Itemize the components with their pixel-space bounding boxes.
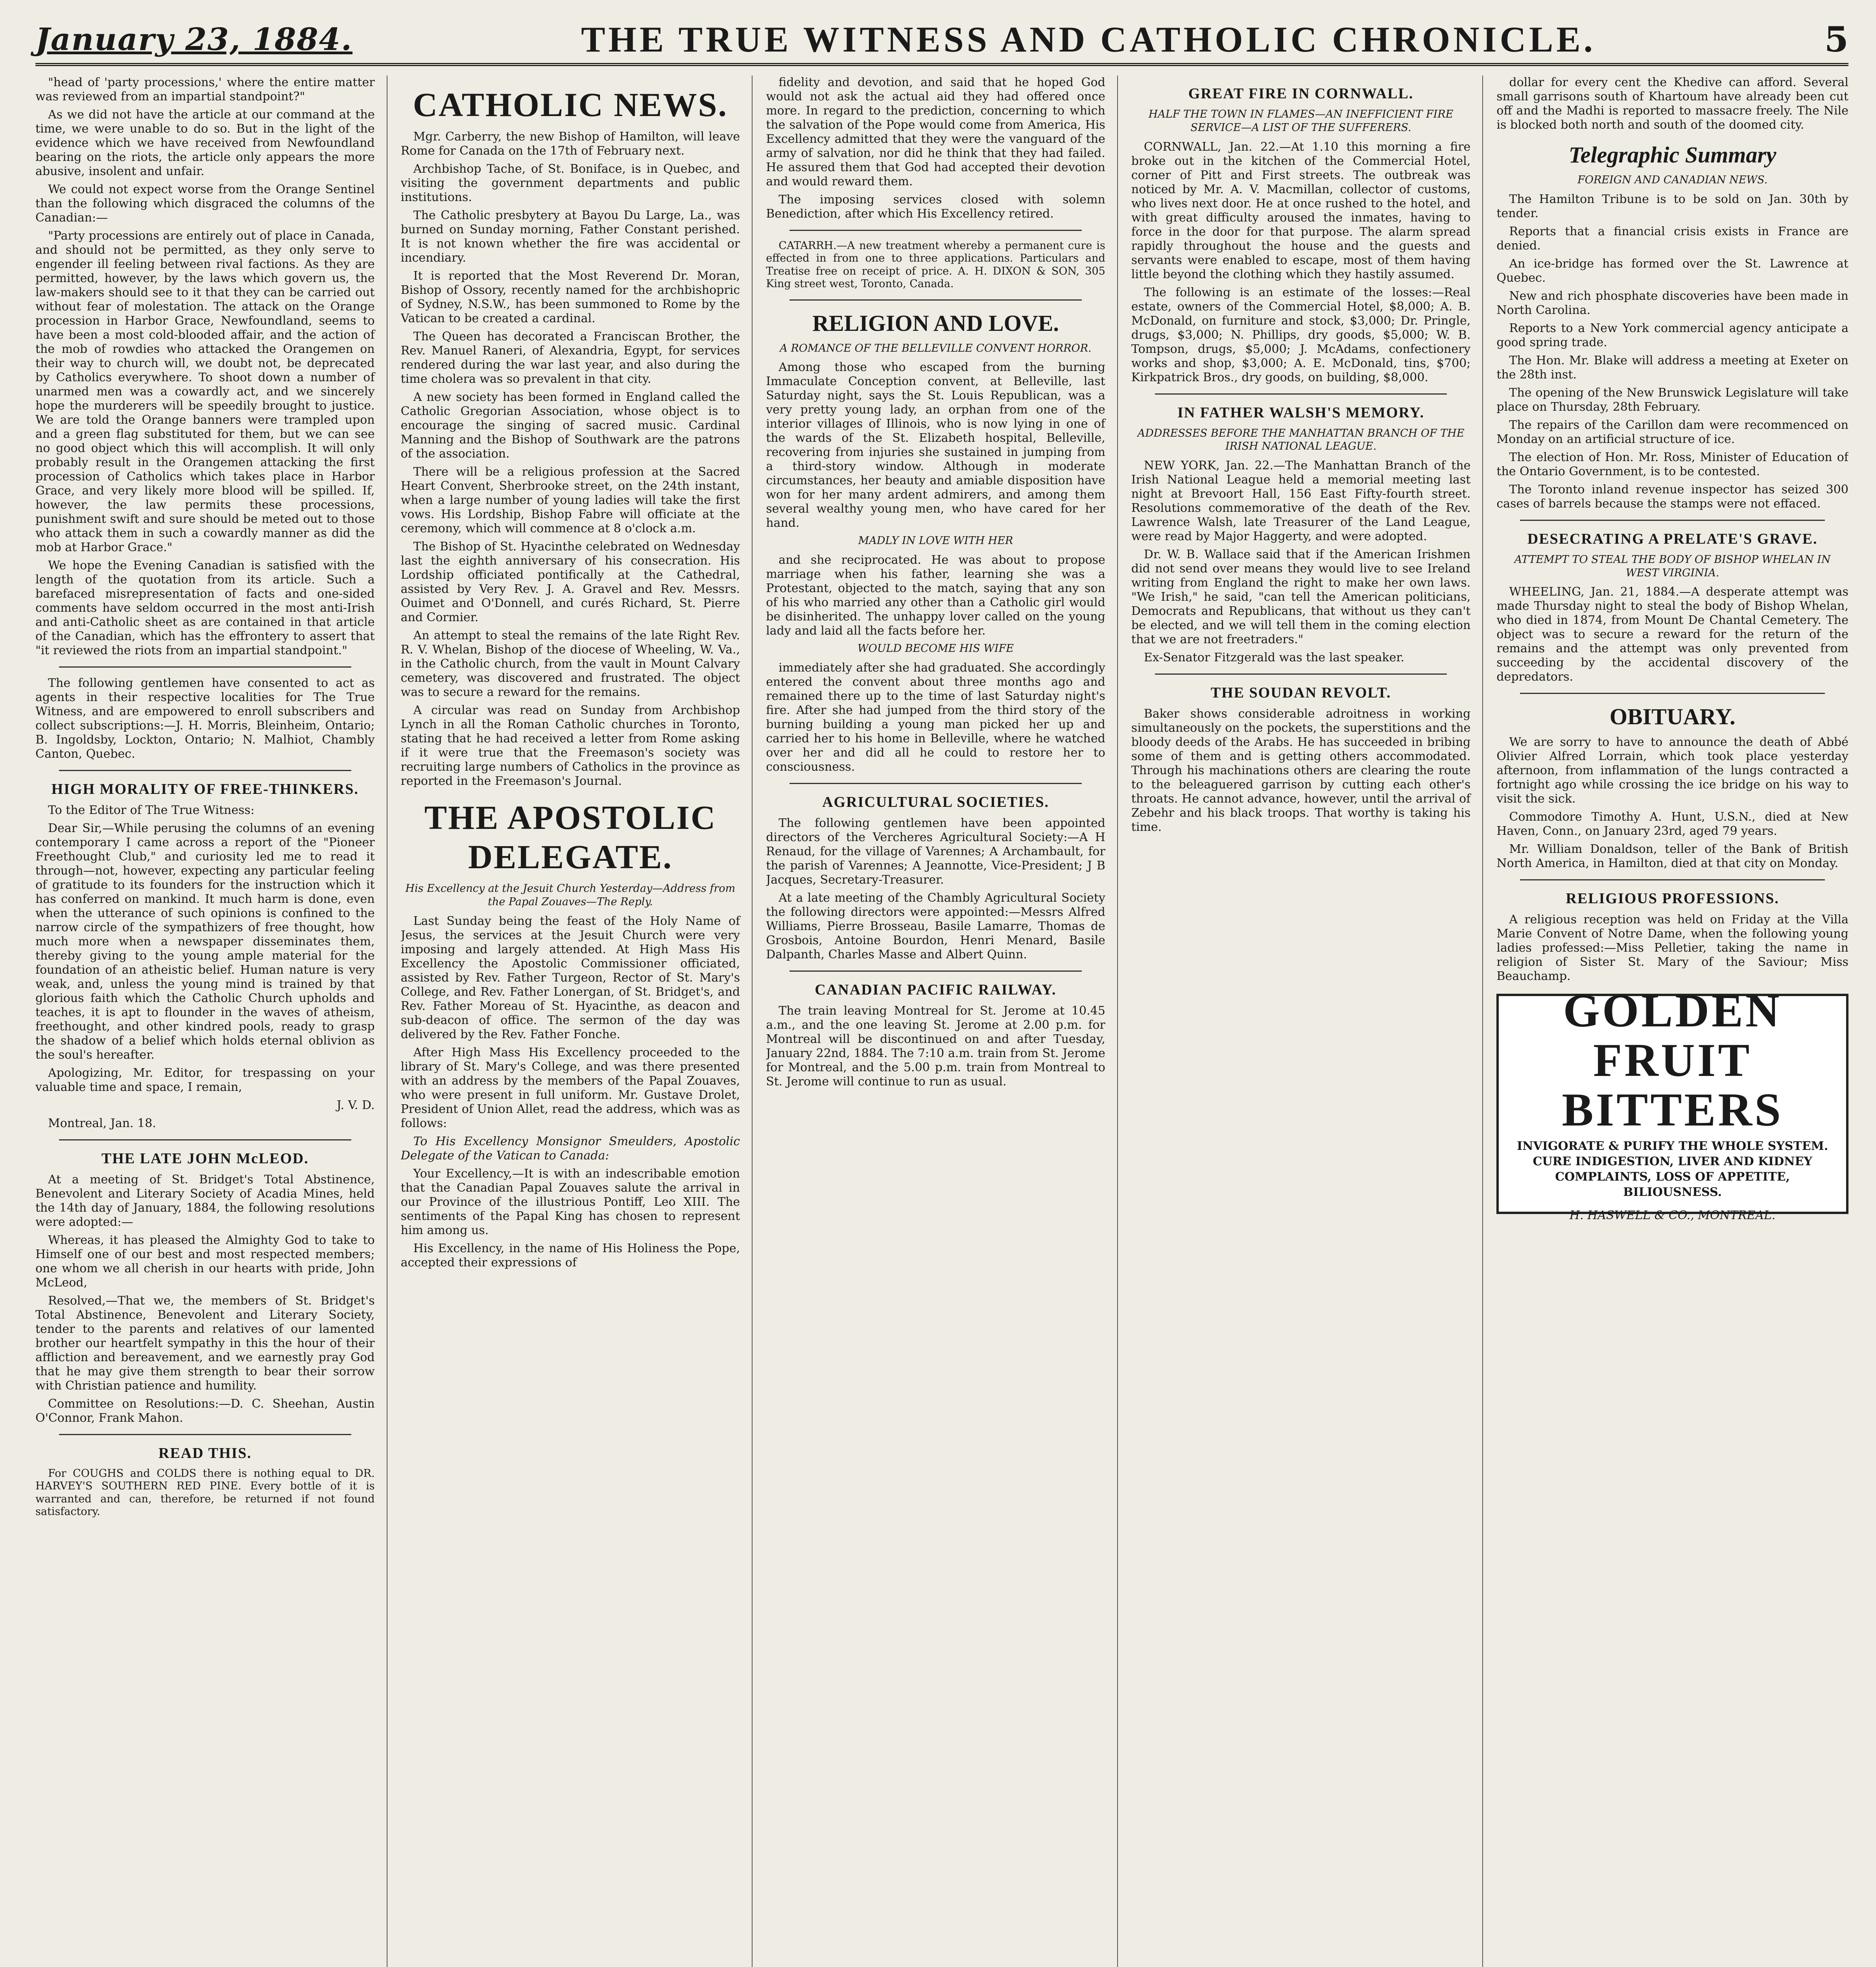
article-paragraph: dollar for every cent the Khedive can afford. Several small garrisons south of Khartoum have already been cut off and the Madhi is reported to massacre freely. The Nile is blocked both north and south of the doomed city. — [1496, 76, 1848, 132]
subheadline: His Excellency at the Jesuit Church Yesterday—Address from the Papal Zouaves—The Reply. — [405, 882, 736, 908]
article-paragraph: We hope the Evening Canadian is satisfied with the length of the quotation from its article. Such a barefaced misrepresentation of facts and one-sided comments have seldom occurred in the most anti-Irish and anti-Catholic sheet as are contained in that article of the Canadian, which has the effrontery to assert that "it reviewed the riots from an impartial standpoint." — [35, 559, 375, 657]
article-paragraph: At a meeting of St. Bridget's Total Abstinence, Benevolent and Literary Society of Acadia Mines, held the 14th day of January, 1884, the following resolutions were adopted:— — [35, 1173, 375, 1229]
article-paragraph: Your Excellency,—It is with an indescribable emotion that the Canadian Papal Zouaves salute the arrival in our Province of the illustrious Pontiff, Leo XIII. The sentiments of the Papal King has chosen to represent him among us. — [400, 1166, 740, 1237]
newspaper-title: THE TRUE WITNESS AND CATHOLIC CHRONICLE. — [581, 19, 1596, 59]
issue-date: January 23, 1884. — [35, 21, 353, 57]
article-paragraph: As we did not have the article at our command at the time, we were unable to do so. But in the light of the evidence which we have received from Newfoundland bearing on the riots, the article only appears the more abusive, insolent and unfair. — [35, 108, 375, 178]
article-paragraph: Ex-Senator Fitzgerald was the last speaker. — [1144, 651, 1404, 664]
news-item: Archbishop Tache, of St. Boniface, is in Quebec, and visiting the government departments and public institutions. — [400, 162, 740, 204]
letter-salutation: To the Editor of The True Witness: — [48, 803, 255, 817]
news-item: The election of Hon. Mr. Ross, Minister of Education of the Ontario Government, is to be contested. — [1496, 450, 1848, 478]
news-item: New and rich phosphate discoveries have been made in North Carolina. — [1496, 289, 1848, 317]
subheadline: A ROMANCE OF THE BELLEVILLE CONVENT HORROR. — [780, 342, 1092, 354]
article-paragraph: immediately after she had graduated. She accordingly entered the convent about three months ago and remained there up to the time of last Saturday night's fire. After she had jumped from the third story of the burning building a young man picked her up and carried her to his home in Belleville, where he watched over her and did all he could to restore her to consciousness. — [766, 661, 1105, 774]
page-number: 5 — [1824, 19, 1848, 60]
column-1 — [35, 76, 387, 1967]
headline-obituary-mcleod: THE LATE JOHN McLEOD. — [101, 1150, 309, 1167]
article-paragraph: NEW YORK, Jan. 22.—The Manhattan Branch of the Irish National League held a memorial meeting last night at Brevoort Hall, 156 East Fifty-fourth street. Resolutions commemorative of the death of the Rev. Lawrence Walsh, late Treasurer of the Land League, were read by Major Haggerty, and were adopted. — [1131, 459, 1471, 543]
divider — [1155, 674, 1447, 675]
divider — [790, 971, 1082, 972]
subheadline: ADDRESSES BEFORE THE MANHATTAN BRANCH OF THE IRISH NATIONAL LEAGUE. — [1137, 427, 1465, 453]
ad-tagline: INVIGORATE & PURIFY THE WHOLE SYSTEM. CURE INDIGESTION, LIVER AND KIDNEY COMPLAINTS, LOSS OF APPETITE, BILIOUSNESS. — [1517, 1139, 1828, 1199]
article-paragraph: A religious reception was held on Friday at the Villa Marie Convent of Notre Dame, when the following young ladies professed:—Miss Pelletier, taking the name in religion of Sister St. Mary of the Saviour; Miss Beauchamp. — [1496, 913, 1848, 984]
news-item: The Hon. Mr. Blake will address a meeting at Exeter on the 28th inst. — [1496, 353, 1848, 382]
article-paragraph: Dr. W. B. Wallace said that if the American Irishmen did not send over means they would live to see Ireland writing from England the right to make her own laws. "We Irish," he said, "can tell the American politicians, Democrats and Republicans, that without us they can't be elected, and we will tell them in the coming election that we are not freetraders." — [1131, 548, 1471, 646]
headline-read-this: READ THIS. — [158, 1445, 252, 1461]
subheadline: FOREIGN AND CANADIAN NEWS. — [1577, 174, 1768, 186]
subheadline: HALF THE TOWN IN FLAMES—AN INEFFICIENT FIRE SERVICE—A LIST OF THE SUFFERERS. — [1148, 108, 1454, 134]
news-item: The repairs of the Carillon dam were recommenced on Monday on an artificial structure of ice. — [1496, 418, 1848, 446]
news-item: A circular was read on Sunday from Archbishop Lynch in all the Roman Catholic churches in Toronto, stating that he had received a letter from Rome asking if it were true that the Freemason's society was recruiting large numbers of Catholics in the province as reported in the Freemason's Journal. — [400, 703, 740, 788]
article-paragraph: Baker shows considerable adroitness in working simultaneously on the pockets, the superstitions and the bloody deeds of the Arabs. He has succeeded in bribing some of them and is getting others accommodated. Through his machinations others are clearing the route to the beleaguered garrison by cutting each other's throats. He cannot advance, however, until the arrival of Zebehr and his black troops. That worthy is taking his time. — [1131, 707, 1471, 834]
section-subheading: MADLY IN LOVE WITH HER — [858, 535, 1013, 547]
obituary-item: Commodore Timothy A. Hunt, U.S.N., died at New Haven, Conn., on January 23rd, aged 79 years. — [1496, 810, 1848, 838]
news-item: An ice-bridge has formed over the St. Lawrence at Quebec. — [1496, 256, 1848, 285]
news-item: It is reported that the Most Reverend Dr. Moran, Bishop of Ossory, recently named for the archbishopric of Sydney, N.S.W., has been summoned to Rome by the Vatican to be created a cardinal. — [400, 269, 740, 325]
column-2 — [401, 76, 753, 1967]
divider — [59, 770, 351, 771]
article-paragraph: "Party processions are entirely out of place in Canada, and should not be permitted, as they only serve to engender ill feeling between rival factions. As they are permitted, however, by the laws which govern us, the law-makers should see to it that they can be carried out without fear of molestation. The attack on the Orange procession in Harbor Grace, Newfoundland, seems to have been a most cold-blooded affair, and the action of the mob of rowdies who attacked the Orangemen on their way to church will, we doubt not, be deprecated by Catholics everywhere. To shoot down a number of unarmed men was a cowardly act, and we sincerely hope the murderers will be speedily brought to justice. We are told the Orange banners were trampled upon and a green flag substituted for them, but we can see no good object which this will accomplish. It will only probably result in the Orangemen attacking the first procession of Catholics which takes place in Harbor Grace, and very likely more blood will be spilled. If, however, the law permits these processions, punishment swift and sure should be meted out to those who attack them in such a cowardly manner as did the mob at Harbor Grace." — [35, 229, 375, 554]
article-paragraph: The imposing services closed with solemn Benediction, after which His Excellency retired. — [766, 193, 1105, 221]
article-paragraph: His Excellency, in the name of His Holiness the Pope, accepted their expressions of — [400, 1241, 740, 1270]
divider — [59, 1139, 351, 1140]
article-paragraph: We could not expect worse from the Orange Sentinel than the following which disgraced the columns of the Canadian:— — [35, 183, 375, 225]
masthead — [35, 16, 1848, 66]
letter-dateline: Montreal, Jan. 18. — [48, 1116, 156, 1130]
divider — [1520, 520, 1825, 521]
fruit-bitters-advertisement — [1496, 984, 1848, 1222]
article-paragraph: Among those who escaped from the burning Immaculate Conception convent, at Belleville, last Saturday night, says the St. Louis Republican, was a very pretty young lady, an orphan from one of the interior villages of Illinois, who is now lying in one of the wards of the St. Elizabeth hospital, Belleville, recovering from injuries she sustained in jumping from a third-story window. Although in moderate circumstances, her beauty and amiable disposition have won for her many ardent admirers, and among them several wealthy young men, who have cared for her hand. — [766, 360, 1105, 530]
agents-notice: The following gentlemen have consented to act as agents in their respective localities for The True Witness, and are empowered to enroll subscribers and collect subscriptions:—J. H. Morris, Bleinheim, Ontario; B. Ingoldsby, Lockton, Ontario; N. Malhiot, Chambly Canton, Quebec. — [35, 676, 375, 761]
obituary-item: Mr. William Donaldson, teller of the Bank of British North America, in Hamilton, died at that city on Monday. — [1496, 842, 1848, 871]
news-item: The Catholic presbytery at Bayou Du Large, La., was burned on Sunday morning, Father Constant perished. It is not known whether the fire was accidental or incendiary. — [400, 209, 740, 265]
address-heading: To His Excellency Monsignor Smeulders, Apostolic Delegate of the Vatican to Canada: — [400, 1134, 740, 1162]
columns — [35, 76, 1848, 1967]
headline-obituary: OBITUARY. — [1609, 704, 1736, 730]
headline-agricultural-societies: AGRICULTURAL SOCIETIES. — [822, 793, 1049, 810]
headline-telegraphic-summary: Telegraphic Summary — [1568, 142, 1776, 168]
news-item: The Hamilton Tribune is to be sold on Jan. 30th by tender. — [1496, 192, 1848, 220]
letter-body: Dear Sir,—While perusing the columns of an evening contemporary I came across a report of the "Pioneer Freethought Club," and curiosity led me to read it through—not, however, expecting any particular feeling of gratitude to its founders for the instruction which it has conferred on mankind. It much harm is done, even when the utterance of such opinions is confined to the narrow circle of the sympathizers of free thought, how much more when a newspaper disseminates them, thereby giving to the young ample material for the foundation of an atheistic belief. Human nature is very weak, and, unless the young mind is trained by that glorious faith which the Catholic Church upholds and teaches, it is apt to flounder in the waves of atheism, freethought, and other kindred pools, ready to grasp the shadow of a belief which holds eternal oblivion as the soul's hereafter. — [35, 821, 375, 1062]
ad-maker: H. HASWELL & CO., MONTREAL. — [1569, 1208, 1776, 1222]
headline-canadian-pacific-railway: CANADIAN PACIFIC RAILWAY. — [815, 981, 1057, 998]
headline-religious-professions: RELIGIOUS PROFESSIONS. — [1566, 890, 1779, 907]
headline-desecrating-grave: DESECRATING A PRELATE'S GRAVE. — [1527, 530, 1818, 547]
divider — [59, 1434, 351, 1435]
article-paragraph: After High Mass His Excellency proceeded to the library of St. Mary's College, and was there presented with an address by the members of the Papal Zouaves, who were present in full uniform. Mr. Gustave Drolet, President of Union Allet, read the address, which was as follows: — [400, 1045, 740, 1130]
news-item: An attempt to steal the remains of the late Right Rev. R. V. Whelan, Bishop of the diocese of Wheeling, W. Va., in the Catholic church, from the vault in Mount Calvary cemetery, was discovered and frustrated. The object was to secure a reward for the remains. — [400, 629, 740, 699]
news-item: The Toronto inland revenue inspector has seized 300 cases of barrels because the stamps were not effaced. — [1496, 482, 1848, 511]
article-paragraph: The train leaving Montreal for St. Jerome at 10.45 a.m., and the one leaving St. Jerome at 2.00 p.m. for Montreal will be discontinued on and after Tuesday, January 22nd, 1884. The 7:10 a.m. train from St. Jerome for Montreal, and the 5.00 p.m. train from Montreal to St. Jerome will continue to run as usual. — [766, 1004, 1105, 1089]
obituary-item: We are sorry to have to announce the death of Abbé Olivier Alfred Lorrain, which took place yesterday afternoon, from inflammation of the lungs contracted a fortnight ago while crossing the ice bridge on his way to visit the sick. — [1496, 735, 1848, 806]
letter-signature: J. V. D. — [336, 1098, 375, 1112]
news-item: A new society has been formed in England called the Catholic Gregorian Association, whose object is to encourage the singing of sacred music. Cardinal Manning and the Bishop of Southwark are the patrons of the association. — [400, 390, 740, 461]
news-item: The Queen has decorated a Franciscan Brother, the Rev. Manuel Raneri, of Alexandria, Egypt, for services rendered during the war last year, and also during the time cholera was so prevalent in that city. — [400, 330, 740, 386]
section-subheading: WOULD BECOME HIS WIFE — [857, 642, 1014, 655]
headline-soudan-revolt: THE SOUDAN REVOLT. — [1210, 685, 1391, 701]
headline-catholic-news: CATHOLIC NEWS. — [413, 86, 728, 124]
news-item: The Bishop of St. Hyacinthe celebrated on Wednesday last the eighth anniversary of his consecration. His Lordship officiated pontifically at the Cathedral, assisted by Very Rev. J. A. Gravel and Rev. Messrs. Ouimet and O'Donnell, and curés Richard, St. Pierre and Cormier. — [400, 540, 740, 624]
news-item: The opening of the New Brunswick Legislature will take place on Thursday, 28th February. — [1496, 386, 1848, 414]
news-item: Mgr. Carberry, the new Bishop of Hamilton, will leave Rome for Canada on the 17th of February next. — [400, 130, 740, 158]
article-paragraph: "head of 'party processions,' where the entire matter was reviewed from an impartial standpoint?" — [35, 76, 375, 103]
news-item: There will be a religious profession at the Sacred Heart Convent, Sherbrooke street, on the 24th instant, when a large number of young ladies will take the first vows. His Lordship, Bishop Fabre will officiate at the ceremony, which will commence at 8 o'clock a.m. — [400, 465, 740, 535]
article-paragraph: Resolved,—That we, the members of St. Bridget's Total Abstinence, Benevolent and Literary Society, tender to the parents and relatives of our lamented brother our heartfelt sympathy in this the hour of their affliction and bereavement, and we earnestly pray God that he may give them strength to bear their sorrow with Christian patience and humility. — [35, 1294, 375, 1393]
letter-closing: Apologizing, Mr. Editor, for trespassing on your valuable time and space, I remain, — [35, 1066, 375, 1094]
column-5 — [1496, 76, 1848, 1967]
divider — [1155, 393, 1447, 395]
advertisement-catarrh: CATARRH.—A new treatment whereby a permanent cure is effected in from one to three applications. Particulars and Treatise free on receipt of price. A. H. DIXON & SON, 305 King street west, Toronto, Canada. — [766, 240, 1105, 290]
article-paragraph: CORNWALL, Jan. 22.—At 1.10 this morning a fire broke out in the kitchen of the Commercial Hotel, corner of Pitt and First streets. The outbreak was noticed by Mr. A. V. Macmillan, collector of customs, who lives next door. He at once rushed to the hotel, and with great difficulty aroused the inmates, having to force in the door for that purpose. The alarm spread rapidly throughout the house and the guests and servants were enabled to escape, most of them having little beyond the clothing which they hastily assumed. — [1131, 140, 1471, 281]
article-paragraph: WHEELING, Jan. 21, 1884.—A desperate attempt was made Thursday night to steal the body of Bishop Whelan, who died in 1874, from Mount De Chantal Cemetery. The object was to secure a reward for the return of the remains and the attempt was only prevented from succeeding by the accidental discovery of the depredators. — [1496, 585, 1848, 684]
ad-brand: GOLDEN FRUIT BITTERS — [1562, 984, 1783, 1136]
headline-cornwall-fire: GREAT FIRE IN CORNWALL. — [1188, 85, 1414, 102]
subheadline: ATTEMPT TO STEAL THE BODY OF BISHOP WHELAN IN WEST VIRGINIA. — [1514, 553, 1831, 579]
divider — [790, 299, 1082, 301]
column-4 — [1131, 76, 1483, 1967]
article-paragraph: Committee on Resolutions:—D. C. Sheehan, Austin O'Connor, Frank Mahon. — [35, 1397, 375, 1425]
news-item: Reports that a financial crisis exists in France are denied. — [1496, 224, 1848, 253]
article-paragraph: Last Sunday being the feast of the Holy Name of Jesus, the services at the Jesuit Church were very imposing and largely attended. At High Mass His Excellency the Apostolic Commissioner officiated, assisted by Rev. Father Turgeon, Rector of St. Mary's College, and Rev. Father Lonergan, of St. Bridget's, and Rev. Father Moreau of St. Hyacinthe, as deacon and sub-deacon of office. The sermon of the day was delivered by the Rev. Father Fonche. — [400, 914, 740, 1041]
article-paragraph: The following gentlemen have been appointed directors of the Vercheres Agricultural Society:—A H Renaud, for the village of Varennes; A Archambault, for the parish of Varennes; A Jeannotte, Vice-President; J B Jacques, Secretary-Treasurer. — [766, 816, 1105, 887]
headline-apostolic-delegate: THE APOSTOLIC DELEGATE. — [424, 799, 717, 876]
divider — [790, 783, 1082, 784]
article-paragraph: fidelity and devotion, and said that he hoped God would not ask the actual aid they had offered once more. In regard to the prediction, concerning to which the salvation of the Pope would come from America, His Excellency admitted that they were the vanguard of the army of salvation, nor did he think that they had failed. He assured them that God had accepted their devotion and would reward them. — [766, 76, 1105, 188]
divider — [59, 666, 351, 668]
article-paragraph: At a late meeting of the Chambly Agricultural Society the following directors were appointed:—Messrs Alfred Williams, Pierre Brosseau, Basile Lamarre, Thomas de Grosbois, Antoine Bourdon, Henri Menard, Basile Dalpanth, Charles Masse and Albert Quinn. — [766, 891, 1105, 961]
article-paragraph: and she reciprocated. He was about to propose marriage when his father, learning she was a Protestant, objected to the match, saying that any son of his who married any other than a Catholic girl would be disinherited. The unhappy lover called on the young lady and laid all the facts before her. — [766, 553, 1105, 638]
article-paragraph: Whereas, it has pleased the Almighty God to take to Himself one of our best and most respected members; one whom we all cherish in our hearts with pride, John McLeod, — [35, 1233, 375, 1290]
headline-letter: HIGH MORALITY OF FREE-THINKERS. — [51, 781, 359, 797]
divider — [790, 230, 1082, 231]
advertisement-text: For COUGHS and COLDS there is nothing equal to DR. HARVEY'S SOUTHERN RED PINE. Every bottle of it is warranted and can, therefore, be returned if not found satisfactory. — [35, 1467, 375, 1518]
column-3 — [766, 76, 1118, 1967]
headline-religion-and-love: RELIGION AND LOVE. — [812, 310, 1059, 336]
news-item: Reports to a New York commercial agency anticipate a good spring trade. — [1496, 321, 1848, 349]
article-paragraph: The following is an estimate of the losses:—Real estate, owners of the Commercial Hotel, $8,000; A. B. McDonald, on furniture and stock, $3,000; Dr. Pringle, drugs, $3,000; N. Phillips, dry goods, $5,000; W. B. Tompson, drugs, $5,000; J. McAdams, confectionery works and shop, $3,000; A. E. McDonald, tins, $700; Kirkpatrick Bros., dry goods, on building, $8,000. — [1131, 285, 1471, 384]
divider — [1520, 879, 1825, 880]
headline-father-walsh: IN FATHER WALSH'S MEMORY. — [1177, 404, 1425, 421]
divider — [1520, 693, 1825, 694]
